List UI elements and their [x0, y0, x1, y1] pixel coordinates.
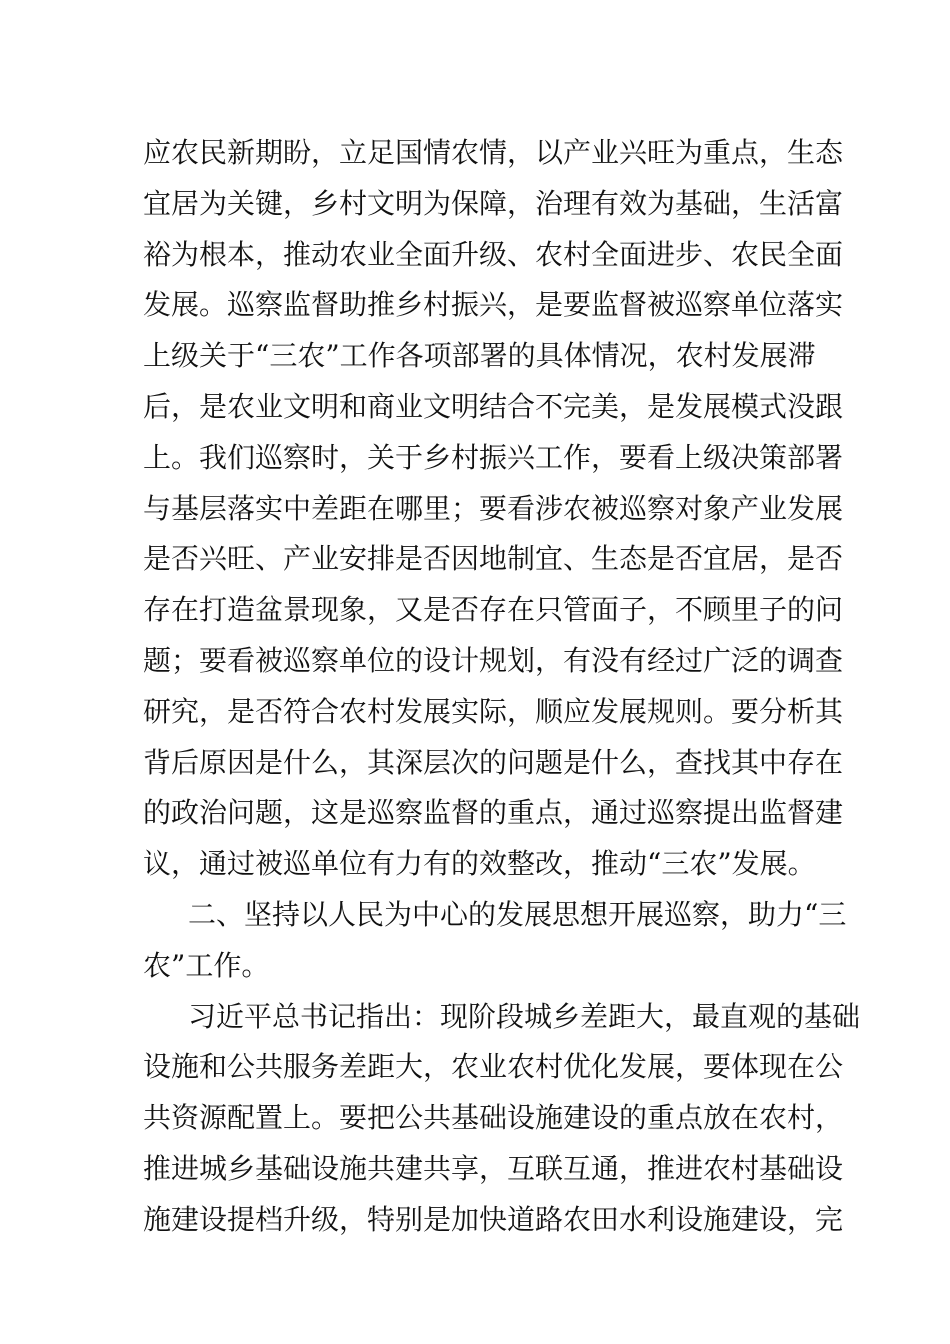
text-line: 施建设提档升级，特别是加快道路农田水利设施建设，完 — [143, 1202, 844, 1236]
text-line: 上。我们巡察时，关于乡村振兴工作，要看上级决策部署 — [143, 440, 844, 474]
text-line: 上级关于“三农”工作各项部署的具体情况，农村发展滞 — [143, 339, 816, 373]
text-line: 题；要看被巡察单位的设计规划，有没有经过广泛的调查 — [143, 643, 844, 677]
paragraph-end-line: 议，通过被巡单位有力有的效整改，推动“三农”发展。 — [143, 847, 816, 881]
text-line: 应农民新期盼，立足国情农情，以产业兴旺为重点，生态 — [143, 136, 844, 169]
paragraph-start-line: 习近平总书记指出：现阶段城乡差距大，最直观的基础 — [188, 999, 861, 1033]
text-line: 背后原因是什么，其深层次的问题是什么，查找其中存在 — [143, 745, 844, 779]
body-text — [143, 128, 861, 1246]
text-line: 宜居为关键，乡村文明为保障，治理有效为基础，生活富 — [143, 186, 844, 220]
text-line: 共资源配置上。要把公共基础设施建设的重点放在农村， — [143, 1101, 844, 1135]
section-heading-line: 二、坚持以人民为中心的发展思想开展巡察，助力“三 — [188, 897, 847, 931]
text-line: 设施和公共服务差距大，农业农村优化发展，要体现在公 — [143, 1050, 844, 1084]
text-line: 后，是农业文明和商业文明结合不完美，是发展模式没跟 — [143, 389, 844, 423]
text-line: 与基层落实中差距在哪里；要看涉农被巡察对象产业发展 — [143, 491, 844, 525]
section-heading-end-line: 农”工作。 — [143, 948, 270, 982]
text-line: 推进城乡基础设施共建共享，互联互通，推进农村基础设 — [143, 1151, 844, 1185]
text-line: 研究，是否符合农村发展实际，顺应发展规则。要分析其 — [143, 694, 844, 728]
text-line: 发展。巡察监督助推乡村振兴，是要监督被巡察单位落实 — [143, 288, 844, 322]
text-line: 是否兴旺、产业安排是否因地制宜、生态是否宜居，是否 — [143, 542, 844, 576]
text-line: 裕为根本，推动农业全面升级、农村全面进步、农民全面 — [143, 237, 844, 271]
text-line: 存在打造盆景现象，又是否存在只管面子，不顾里子的问 — [143, 593, 844, 627]
text-line: 的政治问题，这是巡察监督的重点，通过巡察提出监督建 — [143, 796, 844, 830]
